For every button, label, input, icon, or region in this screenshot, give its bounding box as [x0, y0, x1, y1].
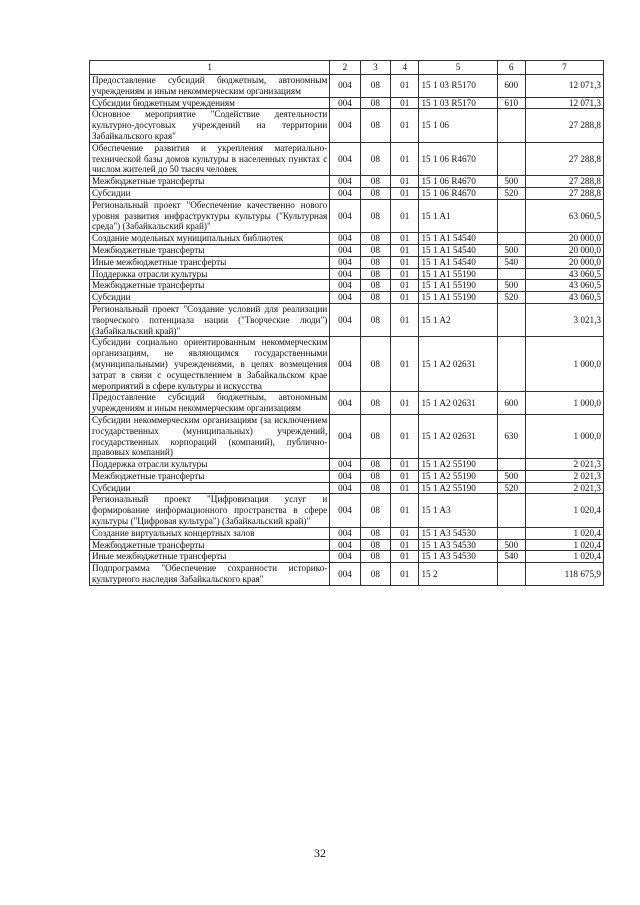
row-expense-type-cell — [497, 268, 525, 280]
row-target-article-cell: 15 1 A2 55190 — [419, 482, 497, 494]
row-amount-cell: 27 288,8 — [525, 142, 603, 175]
row-admin-code-cell: 004 — [330, 75, 360, 98]
page-number: 32 — [314, 846, 326, 860]
row-amount-cell: 63 060,5 — [525, 199, 603, 232]
row-subsection-cell: 01 — [391, 337, 419, 392]
row-target-article-cell: 15 1 06 — [419, 109, 497, 142]
row-admin-code-cell: 004 — [330, 233, 360, 245]
row-subsection-cell: 01 — [391, 233, 419, 245]
row-section-cell: 08 — [360, 292, 390, 304]
table-row — [90, 268, 604, 280]
row-target-article-cell: 15 1 03 R5170 — [419, 97, 497, 109]
row-admin-code-cell: 004 — [330, 280, 360, 292]
row-subsection-cell: 01 — [391, 109, 419, 142]
row-amount-cell: 43 060,5 — [525, 292, 603, 304]
row-subsection-cell: 01 — [391, 527, 419, 539]
table-row — [90, 199, 604, 232]
row-subsection-cell: 01 — [391, 551, 419, 563]
row-name-cell: Субсидии — [90, 292, 330, 304]
row-section-cell: 08 — [360, 256, 390, 268]
row-section-cell: 08 — [360, 109, 390, 142]
table-row — [90, 539, 604, 551]
row-target-article-cell: 15 1 06 R4670 — [419, 142, 497, 175]
row-name-cell: Создание виртуальных концертных залов — [90, 527, 330, 539]
row-section-cell: 08 — [360, 233, 390, 245]
row-target-article-cell: 15 1 A2 55190 — [419, 459, 497, 471]
row-amount-cell: 20 000,0 — [525, 256, 603, 268]
column-number-6: 6 — [497, 61, 525, 75]
row-amount-cell: 2 021,3 — [525, 459, 603, 471]
row-amount-cell: 12 071,3 — [525, 75, 603, 98]
column-number-5: 5 — [419, 61, 497, 75]
table-row — [90, 244, 604, 256]
column-number-4: 4 — [391, 61, 419, 75]
row-section-cell: 08 — [360, 244, 390, 256]
row-expense-type-cell: 500 — [497, 470, 525, 482]
row-target-article-cell: 15 1 A1 — [419, 199, 497, 232]
row-amount-cell: 27 288,8 — [525, 176, 603, 188]
row-name-cell: Субсидии некоммерческим организациям (за исключением государственных (муниципальных) учреждений, государственных корпораций (компаний), публично-правовых компаний) — [90, 414, 330, 458]
row-name-cell: Региональный проект "Цифровизация услуг и формирование информационного пространства в сфере культуры ("Цифровая культура") (Забайкальский край)" — [90, 494, 330, 527]
row-name-cell: Создание модельных муниципальных библиотек — [90, 233, 330, 245]
row-admin-code-cell: 004 — [330, 494, 360, 527]
row-expense-type-cell — [497, 109, 525, 142]
row-section-cell: 08 — [360, 97, 390, 109]
row-admin-code-cell: 004 — [330, 244, 360, 256]
row-admin-code-cell: 004 — [330, 551, 360, 563]
row-section-cell: 08 — [360, 280, 390, 292]
table-row — [90, 176, 604, 188]
row-name-cell: Субсидии — [90, 482, 330, 494]
row-section-cell: 08 — [360, 303, 390, 336]
row-expense-type-cell: 600 — [497, 75, 525, 98]
row-expense-type-cell: 520 — [497, 292, 525, 304]
row-amount-cell: 1 020,4 — [525, 494, 603, 527]
row-expense-type-cell: 500 — [497, 244, 525, 256]
row-expense-type-cell — [497, 337, 525, 392]
row-expense-type-cell: 610 — [497, 97, 525, 109]
row-subsection-cell: 01 — [391, 459, 419, 471]
row-section-cell: 08 — [360, 459, 390, 471]
row-subsection-cell: 01 — [391, 392, 419, 415]
table-row — [90, 280, 604, 292]
row-name-cell: Иные межбюджетные трансферты — [90, 256, 330, 268]
row-name-cell: Основное мероприятие "Содействие деятельности культурно-досуговых учреждений на территории Забайкальского края" — [90, 109, 330, 142]
row-expense-type-cell — [497, 142, 525, 175]
table-row — [90, 233, 604, 245]
row-admin-code-cell: 004 — [330, 470, 360, 482]
row-target-article-cell: 15 1 A1 55190 — [419, 280, 497, 292]
row-amount-cell: 27 288,8 — [525, 187, 603, 199]
row-amount-cell: 1 020,4 — [525, 539, 603, 551]
row-amount-cell: 27 288,8 — [525, 109, 603, 142]
row-amount-cell: 20 000,0 — [525, 244, 603, 256]
table-row — [90, 337, 604, 392]
row-admin-code-cell: 004 — [330, 459, 360, 471]
row-expense-type-cell: 630 — [497, 414, 525, 458]
row-section-cell: 08 — [360, 494, 390, 527]
row-admin-code-cell: 004 — [330, 109, 360, 142]
table-row — [90, 414, 604, 458]
row-target-article-cell: 15 1 A3 54530 — [419, 539, 497, 551]
row-amount-cell: 1 020,4 — [525, 551, 603, 563]
row-name-cell: Обеспечение развития и укрепления материально-технической базы домов культуры в населенных пунктах с числом жителей до 50 тысяч человек — [90, 142, 330, 175]
row-subsection-cell: 01 — [391, 142, 419, 175]
row-section-cell: 08 — [360, 414, 390, 458]
row-section-cell: 08 — [360, 527, 390, 539]
row-section-cell: 08 — [360, 75, 390, 98]
row-amount-cell: 12 071,3 — [525, 97, 603, 109]
row-amount-cell: 2 021,3 — [525, 482, 603, 494]
row-target-article-cell: 15 1 A3 54530 — [419, 527, 497, 539]
row-expense-type-cell: 600 — [497, 392, 525, 415]
row-target-article-cell: 15 1 A1 54540 — [419, 256, 497, 268]
row-name-cell: Межбюджетные трансферты — [90, 176, 330, 188]
table-row — [90, 142, 604, 175]
row-name-cell: Предоставление субсидий бюджетным, автономным учреждениям и иным некоммерческим организациям — [90, 75, 330, 98]
row-expense-type-cell: 500 — [497, 539, 525, 551]
row-subsection-cell: 01 — [391, 244, 419, 256]
row-name-cell: Поддержка отрасли культуры — [90, 459, 330, 471]
row-section-cell: 08 — [360, 176, 390, 188]
row-admin-code-cell: 004 — [330, 199, 360, 232]
row-amount-cell: 1 000,0 — [525, 337, 603, 392]
row-name-cell: Региональный проект "Обеспечение качественно нового уровня развития инфраструктуры культуры ("Культурная среда") (Забайкальский край)" — [90, 199, 330, 232]
row-expense-type-cell: 540 — [497, 256, 525, 268]
row-section-cell: 08 — [360, 482, 390, 494]
row-expense-type-cell: 540 — [497, 551, 525, 563]
row-target-article-cell: 15 1 A1 55190 — [419, 292, 497, 304]
row-name-cell: Субсидии бюджетным учреждениям — [90, 97, 330, 109]
table-row — [90, 292, 604, 304]
row-name-cell: Межбюджетные трансферты — [90, 244, 330, 256]
row-target-article-cell: 15 1 06 R4670 — [419, 187, 497, 199]
row-name-cell: Поддержка отрасли культуры — [90, 268, 330, 280]
row-amount-cell: 118 675,9 — [525, 563, 603, 586]
row-amount-cell: 20 000,0 — [525, 233, 603, 245]
row-target-article-cell: 15 1 A3 — [419, 494, 497, 527]
table-row — [90, 109, 604, 142]
row-section-cell: 08 — [360, 470, 390, 482]
row-subsection-cell: 01 — [391, 97, 419, 109]
row-amount-cell: 2 021,3 — [525, 470, 603, 482]
table-row — [90, 482, 604, 494]
row-name-cell: Региональный проект "Создание условий для реализации творческого потенциала нации ("Творческие люди") (Забайкальский край)" — [90, 303, 330, 336]
row-expense-type-cell: 520 — [497, 187, 525, 199]
row-admin-code-cell: 004 — [330, 392, 360, 415]
row-name-cell: Иные межбюджетные трансферты — [90, 551, 330, 563]
row-name-cell: Субсидии социально ориентированным некоммерческим организациям, не являющимся государственными (муниципальными) учреждениями, в целях возмещения затрат в связи с осуществлением в Забайкальском крае мероприятий в сфере культуры и искусства — [90, 337, 330, 392]
row-subsection-cell: 01 — [391, 563, 419, 586]
row-amount-cell: 43 060,5 — [525, 268, 603, 280]
table-row — [90, 563, 604, 586]
row-name-cell: Подпрограмма "Обеспечение сохранности историко-культурного наследия Забайкальского края" — [90, 563, 330, 586]
row-expense-type-cell: 520 — [497, 482, 525, 494]
row-expense-type-cell — [497, 199, 525, 232]
row-amount-cell: 1 020,4 — [525, 527, 603, 539]
row-admin-code-cell: 004 — [330, 292, 360, 304]
row-amount-cell: 3 021,3 — [525, 303, 603, 336]
row-section-cell: 08 — [360, 199, 390, 232]
table-row — [90, 551, 604, 563]
row-subsection-cell: 01 — [391, 414, 419, 458]
row-admin-code-cell: 004 — [330, 176, 360, 188]
table-row — [90, 459, 604, 471]
row-admin-code-cell: 004 — [330, 256, 360, 268]
row-target-article-cell: 15 1 03 R5170 — [419, 75, 497, 98]
table-row — [90, 527, 604, 539]
table-row — [90, 187, 604, 199]
row-amount-cell: 1 000,0 — [525, 392, 603, 415]
column-number-header-row — [90, 61, 604, 75]
row-admin-code-cell: 004 — [330, 563, 360, 586]
row-target-article-cell: 15 1 A2 — [419, 303, 497, 336]
row-expense-type-cell — [497, 494, 525, 527]
row-subsection-cell: 01 — [391, 268, 419, 280]
row-target-article-cell: 15 1 A2 02631 — [419, 392, 497, 415]
column-number-7: 7 — [525, 61, 603, 75]
row-name-cell: Межбюджетные трансферты — [90, 539, 330, 551]
budget-table — [89, 60, 604, 586]
row-subsection-cell: 01 — [391, 176, 419, 188]
row-section-cell: 08 — [360, 392, 390, 415]
row-admin-code-cell: 004 — [330, 187, 360, 199]
row-admin-code-cell: 004 — [330, 97, 360, 109]
row-amount-cell: 43 060,5 — [525, 280, 603, 292]
row-subsection-cell: 01 — [391, 303, 419, 336]
table-row — [90, 256, 604, 268]
row-section-cell: 08 — [360, 551, 390, 563]
row-section-cell: 08 — [360, 187, 390, 199]
row-admin-code-cell: 004 — [330, 268, 360, 280]
row-admin-code-cell: 004 — [330, 142, 360, 175]
row-subsection-cell: 01 — [391, 494, 419, 527]
row-expense-type-cell — [497, 459, 525, 471]
row-expense-type-cell: 500 — [497, 176, 525, 188]
row-subsection-cell: 01 — [391, 280, 419, 292]
row-subsection-cell: 01 — [391, 256, 419, 268]
row-admin-code-cell: 004 — [330, 539, 360, 551]
table-row — [90, 303, 604, 336]
row-name-cell: Предоставление субсидий бюджетным, автономным учреждениям и иным некоммерческим организациям — [90, 392, 330, 415]
row-expense-type-cell — [497, 233, 525, 245]
row-subsection-cell: 01 — [391, 482, 419, 494]
row-admin-code-cell: 004 — [330, 482, 360, 494]
table-row — [90, 494, 604, 527]
row-admin-code-cell: 004 — [330, 303, 360, 336]
row-subsection-cell: 01 — [391, 470, 419, 482]
table-row — [90, 392, 604, 415]
column-number-3: 3 — [360, 61, 390, 75]
row-section-cell: 08 — [360, 563, 390, 586]
row-expense-type-cell — [497, 303, 525, 336]
row-expense-type-cell — [497, 527, 525, 539]
row-name-cell: Межбюджетные трансферты — [90, 470, 330, 482]
row-target-article-cell: 15 2 — [419, 563, 497, 586]
row-subsection-cell: 01 — [391, 199, 419, 232]
column-number-1: 1 — [90, 61, 330, 75]
row-admin-code-cell: 004 — [330, 337, 360, 392]
row-target-article-cell: 15 1 06 R4670 — [419, 176, 497, 188]
row-subsection-cell: 01 — [391, 187, 419, 199]
row-section-cell: 08 — [360, 337, 390, 392]
row-section-cell: 08 — [360, 539, 390, 551]
row-name-cell: Субсидии — [90, 187, 330, 199]
row-target-article-cell: 15 1 A3 54530 — [419, 551, 497, 563]
row-admin-code-cell: 004 — [330, 414, 360, 458]
table-row — [90, 470, 604, 482]
row-target-article-cell: 15 1 A2 02631 — [419, 337, 497, 392]
row-target-article-cell: 15 1 A1 55190 — [419, 268, 497, 280]
row-subsection-cell: 01 — [391, 539, 419, 551]
row-section-cell: 08 — [360, 268, 390, 280]
row-target-article-cell: 15 1 A1 54540 — [419, 233, 497, 245]
row-section-cell: 08 — [360, 142, 390, 175]
row-subsection-cell: 01 — [391, 292, 419, 304]
row-expense-type-cell: 500 — [497, 280, 525, 292]
budget-table-body — [90, 61, 604, 586]
row-target-article-cell: 15 1 A2 02631 — [419, 414, 497, 458]
row-name-cell: Межбюджетные трансферты — [90, 280, 330, 292]
column-number-2: 2 — [330, 61, 360, 75]
table-row — [90, 75, 604, 98]
row-target-article-cell: 15 1 A1 54540 — [419, 244, 497, 256]
row-expense-type-cell — [497, 563, 525, 586]
row-target-article-cell: 15 1 A2 55190 — [419, 470, 497, 482]
table-row — [90, 97, 604, 109]
row-admin-code-cell: 004 — [330, 527, 360, 539]
row-subsection-cell: 01 — [391, 75, 419, 98]
row-amount-cell: 1 000,0 — [525, 414, 603, 458]
